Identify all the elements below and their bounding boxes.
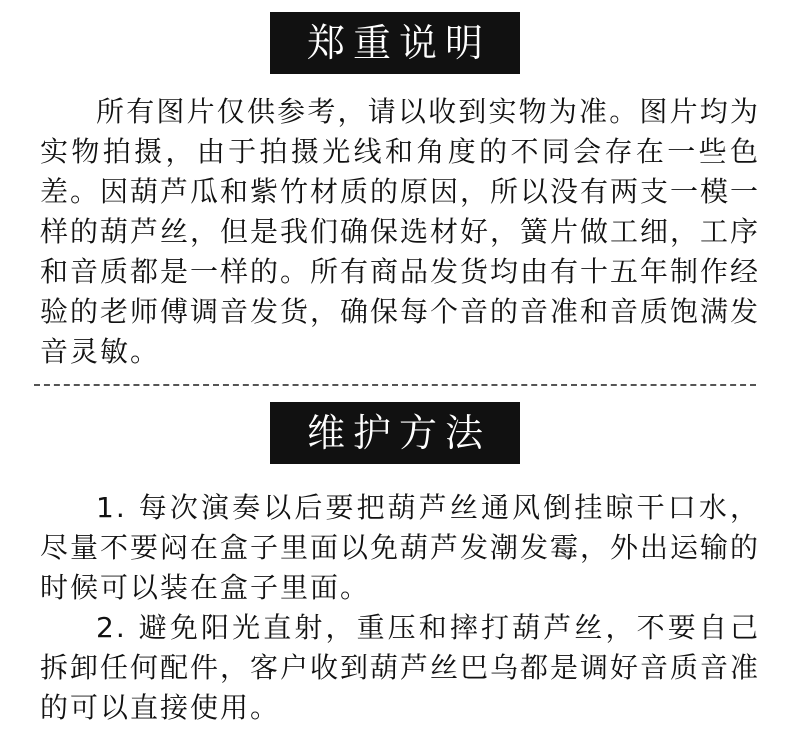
section-divider bbox=[34, 384, 756, 386]
maintenance-section bbox=[40, 488, 760, 728]
notice-paragraph: 所有图片仅供参考，请以收到实物为准。图片均为实物拍摄，由于拍摄光线和角度的不同会存在一些色差。因葫芦瓜和紫竹材质的原因，所以没有两支一模一样的葫芦丝，但是我们确保选材好，簧片做工细，工序和音质都是一样的。所有商品发货均由有十五年制作经验的老师傅调音发货，确保每个音的音准和音质饱满发音灵敏。 bbox=[40, 95, 761, 368]
maintenance-item-2: 2. 避免阳光直射，重压和摔打葫芦丝，不要自己拆卸任何配件，客户收到葫芦丝巴乌都是调好音质音准的可以直接使用。 bbox=[40, 611, 761, 724]
notice-title: 郑重说明 bbox=[270, 12, 520, 74]
maintenance-item-1: 1. 每次演奏以后要把葫芦丝通风倒挂晾干口水，尽量不要闷在盒子里面以免葫芦发潮发霉，外出运输的时候可以装在盒子里面。 bbox=[40, 491, 761, 604]
notice-section bbox=[40, 92, 760, 372]
maintenance-title: 维护方法 bbox=[270, 402, 520, 464]
